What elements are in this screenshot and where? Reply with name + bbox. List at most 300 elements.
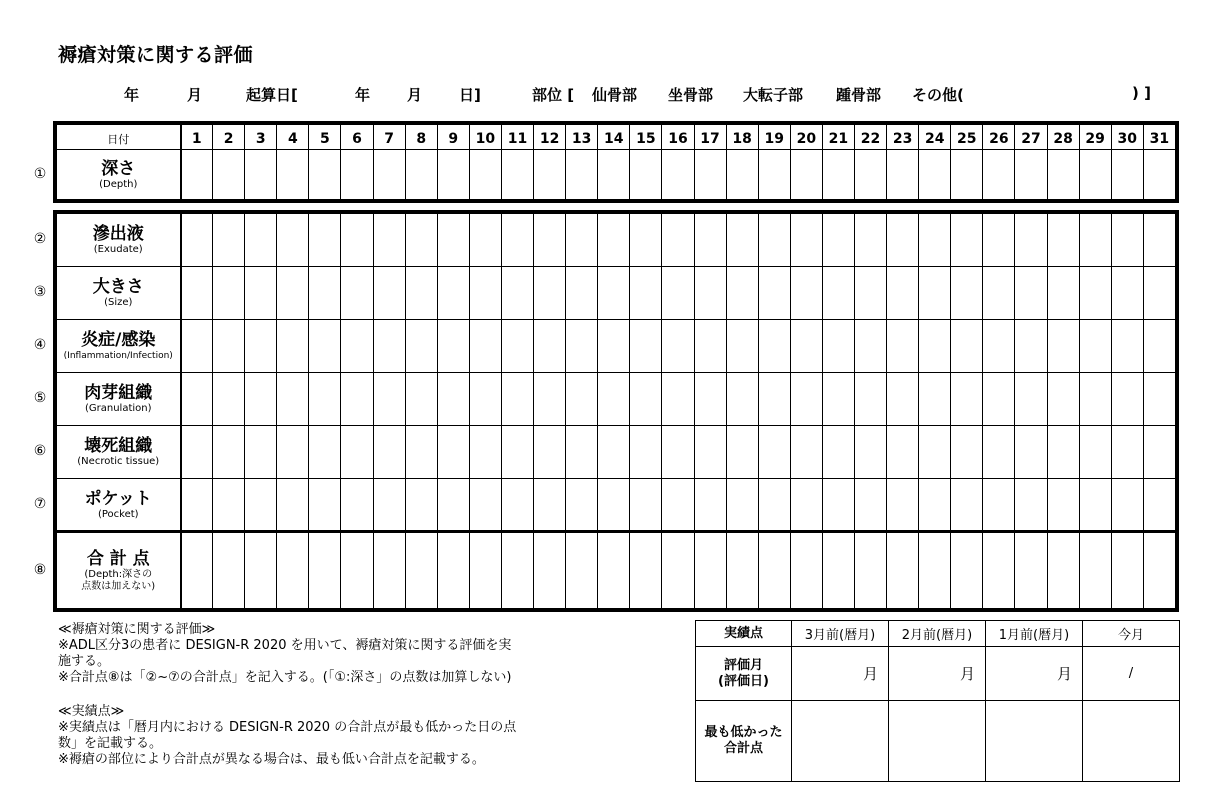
total-entry-cell[interactable] [373,532,405,609]
item-entry-cell[interactable] [790,214,822,267]
item-entry-cell[interactable] [534,479,566,532]
item-entry-cell[interactable] [1111,373,1143,426]
item-entry-cell[interactable] [341,214,373,267]
eval-notes [58,622,511,686]
item-entry-cell[interactable] [1111,267,1143,320]
item-entry-cell[interactable] [566,373,598,426]
item-entry-cell[interactable] [245,267,277,320]
item-entry-cell[interactable] [822,373,854,426]
item-entry-cell[interactable] [566,267,598,320]
total-number: ⑧ [33,562,47,578]
item-entry-cell[interactable] [694,479,726,532]
item-entry-cell[interactable] [630,320,662,373]
depth-entry-cell[interactable] [534,150,566,200]
item-entry-cell[interactable] [758,214,790,267]
item-entry-cell[interactable] [790,479,822,532]
depth-entry-cell[interactable] [437,150,469,200]
item-entry-cell[interactable] [1079,267,1111,320]
depth-entry-cell[interactable] [983,150,1015,200]
total-entry-cell[interactable] [919,532,951,609]
item-entry-cell[interactable] [501,479,533,532]
item-entry-cell[interactable] [983,214,1015,267]
eval-line-1: ※ADL区分3の患者に DESIGN-R 2020 を用いて、褥瘡対策に関する評価を実 [58,638,512,653]
lowest-total-now[interactable] [1083,701,1180,782]
item-entry-cell[interactable] [501,373,533,426]
item-entry-cell[interactable] [983,320,1015,373]
item-entry-cell[interactable] [213,426,245,479]
item-entry-cell[interactable] [373,479,405,532]
depth-entry-cell[interactable] [1079,150,1111,200]
depth-entry-cell[interactable] [919,150,951,200]
item-label-cell [57,267,181,320]
item-entry-cell[interactable] [373,426,405,479]
item-entry-cell[interactable] [662,214,694,267]
eval-month-2m[interactable]: 月 [889,647,986,701]
item-entry-cell[interactable] [469,214,501,267]
item-entry-cell[interactable] [790,267,822,320]
item-entry-cell[interactable] [1111,479,1143,532]
item-entry-cell[interactable] [501,320,533,373]
item-entry-cell[interactable] [758,267,790,320]
item-label-cell [57,479,181,532]
total-entry-cell[interactable] [341,532,373,609]
item-entry-cell[interactable] [598,267,630,320]
item-entry-cell[interactable] [919,373,951,426]
item-sub-label: (Pocket) [97,508,139,520]
item-entry-cell[interactable] [213,373,245,426]
total-entry-cell[interactable] [854,532,886,609]
item-entry-cell[interactable] [341,373,373,426]
item-entry-cell[interactable] [341,267,373,320]
total-entry-cell[interactable] [790,532,822,609]
item-entry-cell[interactable] [1015,214,1047,267]
page-title: 褥瘡対策に関する評価 [58,44,254,66]
item-entry-cell[interactable] [277,426,309,479]
item-entry-cell[interactable] [534,214,566,267]
item-row [57,426,1176,479]
item-entry-cell[interactable] [983,479,1015,532]
item-entry-cell[interactable] [1047,320,1079,373]
depth-entry-cell[interactable] [245,150,277,200]
day-header-cell [341,125,373,150]
item-entry-cell[interactable] [694,267,726,320]
item-entry-cell[interactable] [277,320,309,373]
item-entry-cell[interactable] [726,426,758,479]
depth-entry-cell[interactable] [887,150,919,200]
item-label-cell [57,373,181,426]
total-entry-cell[interactable] [758,532,790,609]
perf-line-3: ※褥瘡の部位により合計点が異なる場合は、最も低い合計点を記載する。 [58,752,485,767]
depth-entry-cell[interactable] [854,150,886,200]
item-entry-cell[interactable] [630,267,662,320]
item-entry-cell[interactable] [951,214,983,267]
total-entry-cell[interactable] [213,532,245,609]
item-entry-cell[interactable] [887,426,919,479]
depth-entry-cell[interactable] [501,150,533,200]
day-header-cell [694,125,726,150]
site-heel: 踵骨部 [836,86,882,104]
total-label: 合 計 点 [86,548,150,569]
item-entry-cell[interactable] [919,479,951,532]
depth-entry-cell[interactable] [758,150,790,200]
item-entry-cell[interactable] [277,373,309,426]
total-entry-cell[interactable] [534,532,566,609]
total-entry-cell[interactable] [405,532,437,609]
depth-entry-cell[interactable] [726,150,758,200]
item-entry-cell[interactable] [181,373,213,426]
item-entry-cell[interactable] [1015,373,1047,426]
item-entry-cell[interactable] [1079,426,1111,479]
item-entry-cell[interactable] [726,267,758,320]
item-entry-cell[interactable] [726,214,758,267]
day-header-cell [534,125,566,150]
item-entry-cell[interactable] [887,267,919,320]
item-entry-cell[interactable] [566,426,598,479]
depth-entry-cell[interactable] [373,150,405,200]
day-number: 7 [384,130,394,147]
item-entry-cell[interactable] [598,479,630,532]
depth-entry-cell[interactable] [277,150,309,200]
item-entry-cell[interactable] [309,426,341,479]
item-entry-cell[interactable] [983,267,1015,320]
item-entry-cell[interactable] [726,373,758,426]
year-label: 年 [124,86,140,104]
total-entry-cell[interactable] [309,532,341,609]
item-entry-cell[interactable] [341,320,373,373]
total-label-cell [57,532,181,609]
item-entry-cell[interactable] [1079,373,1111,426]
item-entry-cell[interactable] [1111,320,1143,373]
item-entry-cell[interactable] [662,267,694,320]
depth-label: 深さ [101,158,136,179]
item-entry-cell[interactable] [887,320,919,373]
item-entry-cell[interactable] [245,373,277,426]
item-entry-cell[interactable] [469,267,501,320]
item-entry-cell[interactable] [534,373,566,426]
item-entry-cell[interactable] [822,320,854,373]
item-entry-cell[interactable] [437,479,469,532]
eval-date-now[interactable]: / [1083,647,1180,701]
item-entry-cell[interactable] [598,214,630,267]
item-entry-cell[interactable] [437,214,469,267]
total-entry-cell[interactable] [887,532,919,609]
item-entry-cell[interactable] [790,320,822,373]
item-entry-cell[interactable] [1047,426,1079,479]
item-entry-cell[interactable] [566,214,598,267]
total-entry-cell[interactable] [1047,532,1079,609]
item-entry-cell[interactable] [181,214,213,267]
depth-entry-cell[interactable] [598,150,630,200]
item-entry-cell[interactable] [630,426,662,479]
item-entry-cell[interactable] [951,267,983,320]
total-entry-cell[interactable] [598,532,630,609]
item-entry-cell[interactable] [1015,267,1047,320]
item-entry-cell[interactable] [469,479,501,532]
item-entry-cell[interactable] [469,426,501,479]
item-entry-cell[interactable] [758,426,790,479]
item-entry-cell[interactable] [341,426,373,479]
item-entry-cell[interactable] [245,426,277,479]
item-entry-cell[interactable] [213,267,245,320]
item-entry-cell[interactable] [213,479,245,532]
item-entry-cell[interactable] [694,214,726,267]
total-entry-cell[interactable] [181,532,213,609]
item-entry-cell[interactable] [1079,214,1111,267]
item-entry-cell[interactable] [181,426,213,479]
item-entry-cell[interactable] [662,426,694,479]
item-entry-cell[interactable] [309,479,341,532]
depth-entry-cell[interactable] [790,150,822,200]
item-sub-label: (Necrotic tissue) [77,456,160,467]
depth-entry-cell[interactable] [469,150,501,200]
lowest-total-2m[interactable] [889,701,986,782]
total-entry-cell[interactable] [501,532,533,609]
depth-entry-cell[interactable] [181,150,213,200]
item-entry-cell[interactable] [662,479,694,532]
item-entry-cell[interactable] [1079,479,1111,532]
item-entry-cell[interactable] [951,320,983,373]
col-this-month: 今月 [1083,621,1180,647]
item-entry-cell[interactable] [1111,426,1143,479]
item-entry-cell[interactable] [245,214,277,267]
item-entry-cell[interactable] [919,214,951,267]
item-entry-cell[interactable] [758,373,790,426]
item-entry-cell[interactable] [469,373,501,426]
total-entry-cell[interactable] [1111,532,1143,609]
day-header-cell [1079,125,1111,150]
item-entry-cell[interactable] [726,320,758,373]
item-label: ポケット [84,488,152,509]
day-header-cell [309,125,341,150]
day-number: 28 [1053,130,1073,147]
item-entry-cell[interactable] [951,426,983,479]
depth-entry-cell[interactable] [566,150,598,200]
item-entry-cell[interactable] [405,214,437,267]
item-entry-cell[interactable] [822,214,854,267]
item-entry-cell[interactable] [951,479,983,532]
item-entry-cell[interactable] [1047,267,1079,320]
depth-entry-cell[interactable] [1111,150,1143,200]
total-entry-cell[interactable] [951,532,983,609]
item-entry-cell[interactable] [437,320,469,373]
item-label: 壊死組織 [84,436,153,456]
item-entry-cell[interactable] [1111,214,1143,267]
item-entry-cell[interactable] [1047,373,1079,426]
depth-entry-cell[interactable] [341,150,373,200]
item-entry-cell[interactable] [245,479,277,532]
item-entry-cell[interactable] [694,426,726,479]
eval-month-3m[interactable]: 月 [792,647,889,701]
item-entry-cell[interactable] [1015,426,1047,479]
depth-entry-cell[interactable] [694,150,726,200]
item-entry-cell[interactable] [822,267,854,320]
lowest-total-1m[interactable] [986,701,1083,782]
item-entry-cell[interactable] [854,320,886,373]
total-entry-cell[interactable] [822,532,854,609]
item-entry-cell[interactable] [373,320,405,373]
item-entry-cell[interactable] [534,320,566,373]
item-entry-cell[interactable] [887,373,919,426]
item-entry-cell[interactable] [405,373,437,426]
total-entry-cell[interactable] [245,532,277,609]
date-label-cell [57,125,181,150]
day-header-cell [887,125,919,150]
total-entry-cell[interactable] [469,532,501,609]
item-entry-cell[interactable] [1143,320,1175,373]
day-number: 30 [1117,130,1137,147]
depth-entry-cell[interactable] [213,150,245,200]
site-label: 部位 [ [532,86,575,104]
item-entry-cell[interactable] [1015,320,1047,373]
day-number: 21 [828,130,849,147]
total-entry-cell[interactable] [726,532,758,609]
item-entry-cell[interactable] [854,214,886,267]
item-entry-cell[interactable] [854,267,886,320]
item-entry-cell[interactable] [469,320,501,373]
item-entry-cell[interactable] [437,373,469,426]
item-entry-cell[interactable] [1143,426,1175,479]
depth-entry-cell[interactable] [1047,150,1079,200]
item-number: ② [33,230,47,247]
item-entry-cell[interactable] [245,320,277,373]
item-number: ⑤ [33,389,47,406]
item-entry-cell[interactable] [630,214,662,267]
item-entry-cell[interactable] [181,320,213,373]
item-entry-cell[interactable] [566,479,598,532]
total-entry-cell[interactable] [694,532,726,609]
day-header-cell [566,125,598,150]
eval-month-1m[interactable]: 月 [986,647,1083,701]
item-entry-cell[interactable] [213,214,245,267]
site-other: その他( [912,86,964,104]
item-entry-cell[interactable] [887,479,919,532]
item-entry-cell[interactable] [373,267,405,320]
item-entry-cell[interactable] [662,320,694,373]
item-entry-cell[interactable] [822,479,854,532]
item-entry-cell[interactable] [309,267,341,320]
item-entry-cell[interactable] [662,373,694,426]
item-entry-cell[interactable] [598,373,630,426]
item-entry-cell[interactable] [405,267,437,320]
total-entry-cell[interactable] [1143,532,1175,609]
items-grid [56,213,1176,609]
item-entry-cell[interactable] [790,373,822,426]
item-entry-cell[interactable] [694,320,726,373]
item-label-cell [57,214,181,267]
item-entry-cell[interactable] [1047,214,1079,267]
item-entry-cell[interactable] [277,214,309,267]
item-entry-cell[interactable] [501,214,533,267]
lowest-total-3m[interactable] [792,701,889,782]
depth-entry-cell[interactable] [1143,150,1175,200]
depth-entry-cell[interactable] [822,150,854,200]
item-entry-cell[interactable] [1079,320,1111,373]
total-sub-2: 点数は加えない) [81,580,156,592]
item-entry-cell[interactable] [598,426,630,479]
item-entry-cell[interactable] [277,479,309,532]
item-entry-cell[interactable] [854,426,886,479]
total-entry-cell[interactable] [1079,532,1111,609]
total-entry-cell[interactable] [277,532,309,609]
item-entry-cell[interactable] [309,373,341,426]
depth-entry-cell[interactable] [951,150,983,200]
item-entry-cell[interactable] [758,320,790,373]
depth-entry-cell[interactable] [1015,150,1047,200]
item-entry-cell[interactable] [726,479,758,532]
item-entry-cell[interactable] [1047,479,1079,532]
item-entry-cell[interactable] [983,426,1015,479]
item-entry-cell[interactable] [405,479,437,532]
total-entry-cell[interactable] [1015,532,1047,609]
depth-entry-cell[interactable] [662,150,694,200]
total-entry-cell[interactable] [983,532,1015,609]
item-entry-cell[interactable] [1015,479,1047,532]
item-entry-cell[interactable] [790,426,822,479]
item-row [57,267,1176,320]
item-entry-cell[interactable] [919,320,951,373]
depth-entry-cell[interactable] [405,150,437,200]
item-entry-cell[interactable] [277,267,309,320]
item-entry-cell[interactable] [919,267,951,320]
item-entry-cell[interactable] [309,320,341,373]
depth-entry-cell[interactable] [630,150,662,200]
item-entry-cell[interactable] [854,479,886,532]
item-entry-cell[interactable] [758,479,790,532]
item-entry-cell[interactable] [1143,267,1175,320]
item-entry-cell[interactable] [437,267,469,320]
item-entry-cell[interactable] [1143,479,1175,532]
item-entry-cell[interactable] [1143,373,1175,426]
item-entry-cell[interactable] [887,214,919,267]
item-entry-cell[interactable] [309,214,341,267]
item-entry-cell[interactable] [822,426,854,479]
item-entry-cell[interactable] [630,373,662,426]
total-entry-cell[interactable] [566,532,598,609]
total-entry-cell[interactable] [437,532,469,609]
item-entry-cell[interactable] [630,479,662,532]
item-entry-cell[interactable] [213,320,245,373]
lowest-total-line-1: 最も低かった [704,725,783,740]
item-entry-cell[interactable] [919,426,951,479]
item-entry-cell[interactable] [598,320,630,373]
item-entry-cell[interactable] [181,479,213,532]
day-header-cell [790,125,822,150]
total-entry-cell[interactable] [662,532,694,609]
item-entry-cell[interactable] [1143,214,1175,267]
item-entry-cell[interactable] [373,214,405,267]
item-entry-cell[interactable] [501,267,533,320]
eval-month-row [696,647,1180,701]
item-entry-cell[interactable] [181,267,213,320]
item-entry-cell[interactable] [694,373,726,426]
item-entry-cell[interactable] [341,479,373,532]
item-entry-cell[interactable] [405,426,437,479]
item-entry-cell[interactable] [534,426,566,479]
item-entry-cell[interactable] [373,373,405,426]
item-entry-cell[interactable] [534,267,566,320]
item-entry-cell[interactable] [951,373,983,426]
item-entry-cell[interactable] [854,373,886,426]
total-row [57,532,1176,609]
day-number: 13 [571,130,592,147]
item-entry-cell[interactable] [566,320,598,373]
item-entry-cell[interactable] [437,426,469,479]
item-entry-cell[interactable] [501,426,533,479]
total-entry-cell[interactable] [630,532,662,609]
depth-entry-cell[interactable] [309,150,341,200]
item-entry-cell[interactable] [983,373,1015,426]
item-entry-cell[interactable] [405,320,437,373]
